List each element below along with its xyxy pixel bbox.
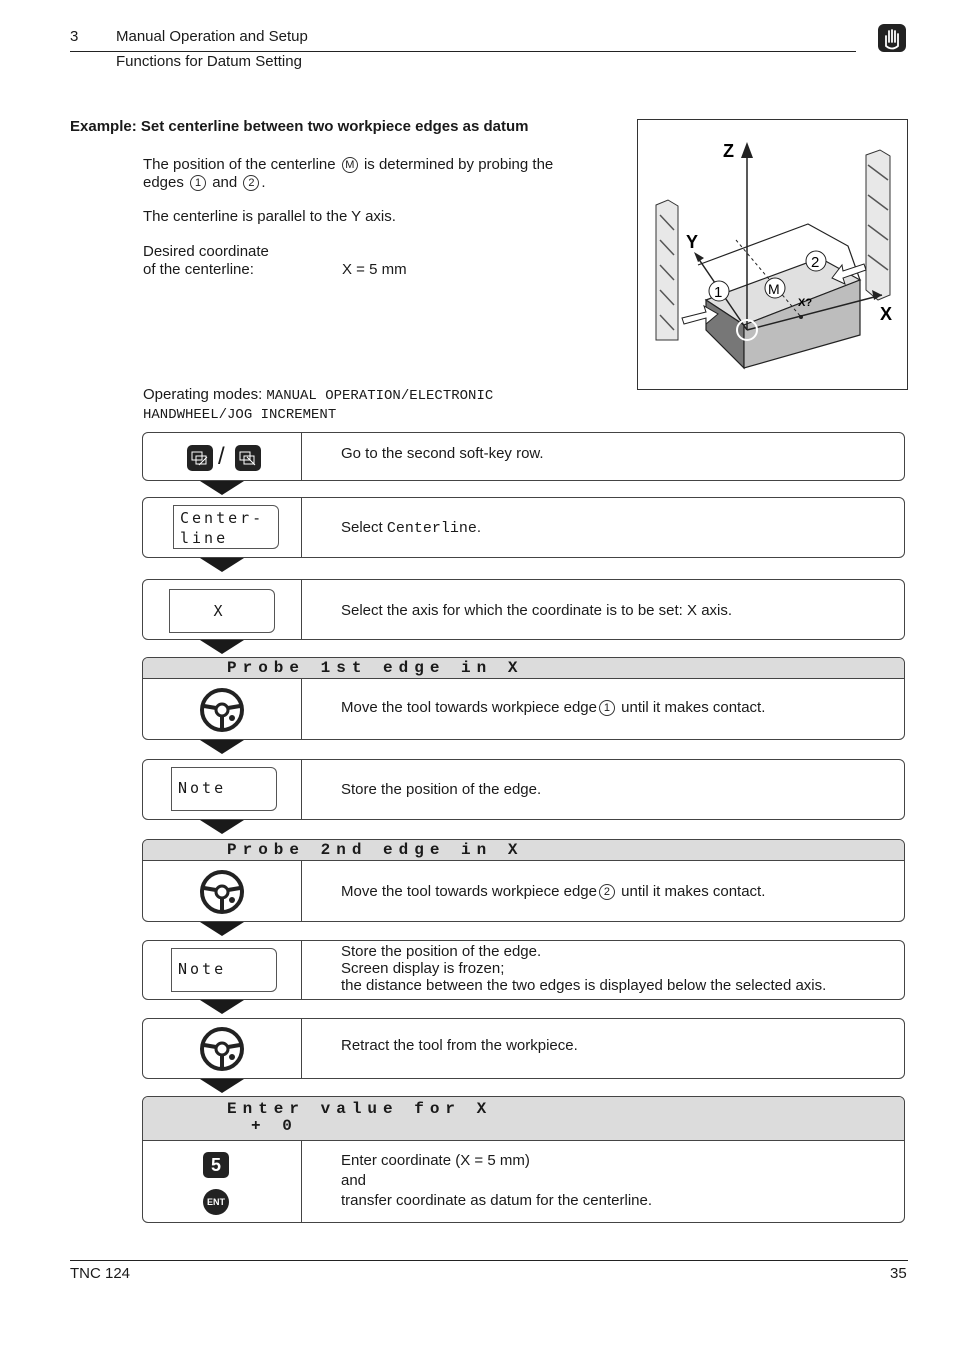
modes-label: Operating modes: <box>143 386 263 403</box>
step-text <box>341 883 765 900</box>
handwheel-icon <box>199 1026 245 1072</box>
step-row <box>142 1018 905 1079</box>
chapter-number: 3 <box>70 28 79 45</box>
handwheel-icon <box>199 687 245 733</box>
axis-y-label: Y <box>686 232 699 252</box>
workpiece-figure <box>637 119 908 390</box>
flow-arrow <box>200 640 244 654</box>
para-text: edges <box>143 174 184 191</box>
step-row <box>142 940 905 1000</box>
flow-arrow <box>200 922 244 936</box>
circled-m: M <box>342 157 358 173</box>
para-text: is determined by probing the <box>363 156 554 173</box>
circled-2: 2 <box>243 175 259 191</box>
handwheel-icon <box>199 869 245 915</box>
text: until it makes contact. <box>621 883 766 900</box>
note-softkey[interactable]: Note <box>171 767 271 811</box>
step-text <box>341 699 765 716</box>
circled-1: 1 <box>599 700 615 716</box>
desired-label-1: Desired coordinate <box>143 243 269 260</box>
modes-line2: HANDWHEEL/JOG INCREMENT <box>143 407 337 423</box>
centerline-softkey[interactable] <box>173 505 273 549</box>
text: Move the tool towards workpiece edge <box>341 883 597 900</box>
text: Select <box>341 519 387 536</box>
text: Move the tool towards workpiece edge <box>341 699 597 716</box>
footer-rule <box>70 1260 908 1261</box>
desired-label-2: of the centerline: <box>143 261 254 278</box>
step-keys <box>143 760 302 819</box>
text: until it makes contact. <box>621 699 766 716</box>
flow-arrow <box>200 1000 244 1014</box>
center-label: M <box>768 281 780 297</box>
example-title: Example: Set centerline between two workpiece edges as datum <box>70 118 529 135</box>
display-banner: Probe 2nd edge in X <box>143 840 904 861</box>
digit-5-key[interactable]: 5 <box>203 1152 229 1178</box>
display-banner <box>143 1097 904 1141</box>
circled-2: 2 <box>599 884 615 900</box>
para-text: and <box>212 174 238 191</box>
footer-model: TNC 124 <box>70 1265 131 1282</box>
step-row <box>142 1096 905 1223</box>
softkey-label: line <box>180 529 229 547</box>
text-line: the distance between the two edges is displayed below the selected axis. <box>341 977 827 994</box>
desired-value: X = 5 mm <box>342 261 407 278</box>
mono-text: Centerline <box>386 520 477 537</box>
flow-arrow <box>200 1079 244 1093</box>
chapter-title: Manual Operation and Setup <box>116 28 308 45</box>
step-keys <box>143 1141 302 1222</box>
flow-arrow <box>200 820 244 834</box>
banner-line: + 0 <box>251 1117 298 1135</box>
step-keys <box>143 941 302 999</box>
text-line: transfer coordinate as datum for the centerline. <box>341 1192 653 1209</box>
text: . <box>476 519 482 536</box>
description-paragraph <box>143 156 553 192</box>
edge2-label: 2 <box>811 254 820 271</box>
ent-key[interactable]: ENT <box>203 1189 229 1215</box>
x-axis-softkey[interactable]: X <box>169 589 269 633</box>
slash: / <box>218 443 225 470</box>
text-line: Screen display is frozen; <box>341 960 505 977</box>
step-keys <box>143 679 302 739</box>
page-number: 35 <box>890 1265 907 1282</box>
step-keys <box>143 580 302 639</box>
display-banner: Probe 1st edge in X <box>143 658 904 679</box>
step-row <box>142 759 905 820</box>
softkey-label: Center- <box>180 509 265 527</box>
softkey-row-back-icon[interactable] <box>187 445 213 471</box>
axis-z-label: Z <box>723 141 734 161</box>
section-title: Functions for Datum Setting <box>116 53 302 70</box>
parallel-note: The centerline is parallel to the Y axis. <box>143 208 396 225</box>
modes-line1: MANUAL OPERATION/ELECTRONIC <box>266 388 494 404</box>
step-keys <box>143 1019 302 1078</box>
step-row <box>142 839 905 922</box>
flow-arrow <box>200 481 244 495</box>
para-text: The position of the centerline <box>143 156 336 173</box>
step-row <box>142 432 905 481</box>
step-text <box>341 943 826 994</box>
para-text: . <box>261 174 266 191</box>
step-text: Select the axis for which the coordinate is to be set: X axis. <box>341 602 733 619</box>
flow-arrow <box>200 558 244 572</box>
note-softkey[interactable]: Note <box>171 948 271 992</box>
header-rule <box>70 51 856 52</box>
circled-1: 1 <box>190 175 206 191</box>
axis-x-label: X <box>880 304 893 324</box>
step-text: Go to the second soft-key row. <box>341 445 544 462</box>
workpiece-diagram <box>638 120 907 389</box>
step-text: Retract the tool from the workpiece. <box>341 1037 578 1054</box>
flow-arrow <box>200 740 244 754</box>
edge1-label: 1 <box>714 284 723 301</box>
unknown-label: X? <box>798 297 813 309</box>
step-text <box>341 519 481 537</box>
step-keys <box>143 433 302 480</box>
text-line: and <box>341 1172 367 1189</box>
softkey-row-forward-icon[interactable] <box>235 445 261 471</box>
step-keys <box>143 861 302 921</box>
step-text: Store the position of the edge. <box>341 781 542 798</box>
text-line: Store the position of the edge. <box>341 943 542 960</box>
banner-line: Enter value for X <box>227 1100 493 1118</box>
step-row <box>142 497 905 558</box>
operating-modes <box>143 386 493 424</box>
step-keys <box>143 498 302 557</box>
text-line: Enter coordinate (X = 5 mm) <box>341 1152 530 1169</box>
hand-icon <box>878 24 906 52</box>
step-row <box>142 579 905 640</box>
step-text <box>341 1151 652 1211</box>
step-row <box>142 657 905 740</box>
